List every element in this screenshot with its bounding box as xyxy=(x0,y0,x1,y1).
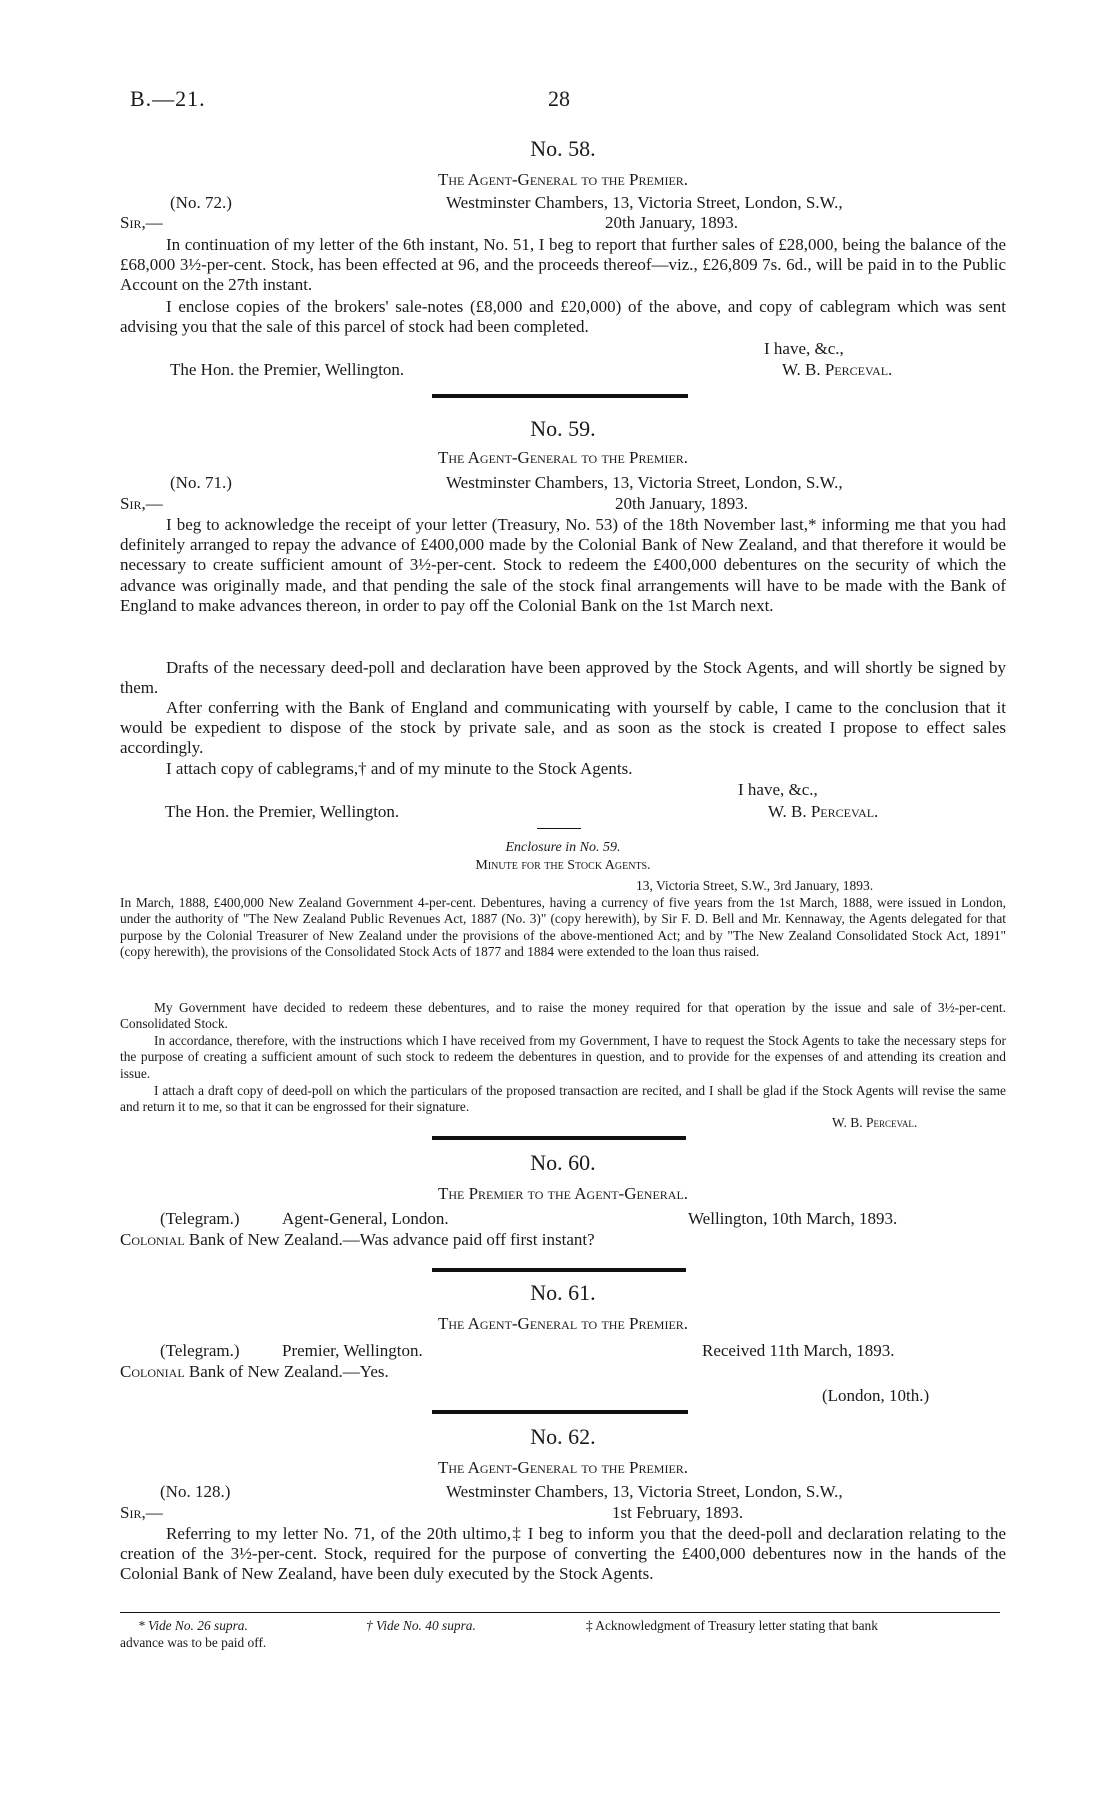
footnote: ‡ Acknowledgment of Treasury letter stating that bank xyxy=(586,1618,878,1633)
section-rule xyxy=(432,1268,686,1272)
letter-ref: (No. 72.) xyxy=(170,193,232,212)
telegram-lead: Colonial xyxy=(120,1362,185,1381)
letter-addressee: The Hon. the Premier, Wellington. xyxy=(170,360,405,379)
page-number: 28 xyxy=(548,86,570,111)
enclosure-paragraph: In accordance, therefore, with the instructions which I have received from my Government, I have to request the Stock Agents to take the necessary steps for the purpose of creating a sufficient amount of such stock to redeem the debentures in question, and to provide for the expenses of and attending its creation and issue. xyxy=(120,1033,1006,1081)
letter-addressee: The Hon. the Premier, Wellington. xyxy=(165,802,400,821)
telegram-subtitle: The Premier to the Agent-General. xyxy=(437,1184,689,1203)
footnote-continuation: advance was to be paid off. xyxy=(120,1635,267,1650)
enclosure-title: Enclosure in No. 59. xyxy=(505,840,621,855)
letter-address: Westminster Chambers, 13, Victoria Street, London, S.W., xyxy=(446,1482,843,1501)
letter-paragraph: Drafts of the necessary deed-poll and declaration have been approved by the Stock Agents, and will shortly be signed by them. xyxy=(120,658,1006,698)
telegram-number: No. 61. xyxy=(530,1280,596,1305)
letter-signature: W. B. Perceval. xyxy=(782,360,893,379)
section-rule xyxy=(432,1410,688,1414)
letter-subtitle: The Agent-General to the Premier. xyxy=(437,1458,689,1477)
telegram-lead: Colonial xyxy=(120,1230,185,1249)
telegram-kind: (Telegram.) xyxy=(160,1209,240,1228)
telegram-origin: (London, 10th.) xyxy=(822,1386,930,1405)
letter-paragraph: I attach copy of cablegrams,† and of my minute to the Stock Agents. xyxy=(166,759,633,778)
enclosure-subtitle: Minute for the Stock Agents. xyxy=(475,858,651,873)
telegram-body xyxy=(120,1230,595,1250)
salutation: Sir,— xyxy=(120,1503,163,1522)
telegram-recipient: Agent-General, London. xyxy=(282,1209,449,1228)
enclosure-paragraph: In March, 1888, £400,000 New Zealand Government 4-per-cent. Debentures, having a currency of five years from the 1st March, 1888, were issued in London, under the authority of "The New Zealand Public Revenues Act, 1887 (No. 3)" (copy herewith), by Sir F. D. Bell and Mr. Kennaway, the Agents delegated for that purpose by the Colonial Treasurer of New Zealand under the provisions of the above-mentioned Act; and by "The New Zealand Consolidated Stock Act, 1891" (copy herewith), the provisions of the Consolidated Stock Acts of 1877 and 1884 were extended to the loan thus raised. xyxy=(120,895,1006,959)
letter-closing: I have, &c., xyxy=(738,780,818,799)
footnote: * Vide No. 26 supra. xyxy=(138,1618,248,1633)
telegram-text: Bank of New Zealand.—Was advance paid off first instant? xyxy=(188,1230,595,1249)
letter-subtitle: The Agent-General to the Premier. xyxy=(437,448,689,467)
telegram-place-date: Wellington, 10th March, 1893. xyxy=(688,1209,898,1228)
enclosure-date: 13, Victoria Street, S.W., 3rd January, 1893. xyxy=(636,878,874,893)
letter-signature: W. B. Perceval. xyxy=(768,802,879,821)
footnote-rule xyxy=(120,1612,1000,1613)
document-reference: B.—21. xyxy=(130,86,206,111)
telegram-kind: (Telegram.) xyxy=(160,1341,240,1360)
telegram-place-date: Received 11th March, 1893. xyxy=(702,1341,895,1360)
enclosure-paragraph: My Government have decided to redeem these debentures, and to raise the money required for that operation by the issue and sale of 3½-per-cent. Consolidated Stock. xyxy=(120,1000,1006,1032)
letter-date: 20th January, 1893. xyxy=(615,494,748,513)
salutation: Sir,— xyxy=(120,494,163,513)
enclosure-paragraph: I attach a draft copy of deed-poll on which the particulars of the proposed transaction are recited, and I shall be glad if the Stock Agents will revise the same and return it to me, so that it can be engrossed for their signature. xyxy=(120,1083,1006,1115)
letter-paragraph: In continuation of my letter of the 6th instant, No. 51, I beg to report that further sales of £28,000, being the balance of the £68,000 3½-per-cent. Stock, has been effected at 96, and the proceeds thereof—viz., £26,809 7s. 6d., will be paid in to the Public Account on the 27th instant. xyxy=(120,235,1006,295)
letter-number: No. 62. xyxy=(530,1424,596,1449)
letter-number: No. 58. xyxy=(530,136,596,161)
letter-ref: (No. 128.) xyxy=(160,1482,231,1501)
letter-paragraph: After conferring with the Bank of England and communicating with yourself by cable, I came to the conclusion that it would be expedient to dispose of the stock by private sale, and as soon as the stock is created I propose to effect sales accordingly. xyxy=(120,698,1006,758)
letter-paragraph: Referring to my letter No. 71, of the 20th ultimo,‡ I beg to inform you that the deed-poll and declaration relating to the creation of the 3½-per-cent. Stock, required for the purpose of converting the £400,000 debentures now in the hands of the Colonial Bank of New Zealand, have been duly executed by the Stock Agents. xyxy=(120,1524,1006,1584)
section-rule xyxy=(432,1136,686,1140)
letter-date: 20th January, 1893. xyxy=(605,213,738,232)
letter-ref: (No. 71.) xyxy=(170,473,232,492)
salutation: Sir,— xyxy=(120,213,163,232)
letter-date: 1st February, 1893. xyxy=(612,1503,744,1522)
telegram-text: Bank of New Zealand.—Yes. xyxy=(188,1362,389,1381)
letter-address: Westminster Chambers, 13, Victoria Street, London, S.W., xyxy=(446,193,843,212)
telegram-number: No. 60. xyxy=(530,1150,596,1175)
telegram-body xyxy=(120,1362,389,1382)
telegram-subtitle: The Agent-General to the Premier. xyxy=(437,1314,689,1333)
letter-closing: I have, &c., xyxy=(764,339,844,358)
letter-address: Westminster Chambers, 13, Victoria Street, London, S.W., xyxy=(446,473,843,492)
letter-subtitle: The Agent-General to the Premier. xyxy=(437,170,689,189)
telegram-recipient: Premier, Wellington. xyxy=(282,1341,423,1360)
enclosure-signature: W. B. Perceval. xyxy=(832,1115,918,1130)
letter-number: No. 59. xyxy=(530,416,596,441)
footnote: † Vide No. 40 supra. xyxy=(366,1618,476,1633)
short-rule xyxy=(537,828,581,829)
letter-paragraph: I beg to acknowledge the receipt of your letter (Treasury, No. 53) of the 18th November last,* informing me that you had definitely arranged to repay the advance of £400,000 made by the Colonial Bank of New Zealand, and that therefore it would be necessary to create sufficient amount of 3½-per-cent. Stock to redeem the £400,000 debentures on the security of which the advance was originally made, and that pending the sale of the stock final arrangements will have to be made with the Bank of England to make advances thereon, in order to pay off the Colonial Bank on the 1st March next. xyxy=(120,515,1006,615)
letter-paragraph: I enclose copies of the brokers' sale-notes (£8,000 and £20,000) of the above, and copy of cablegram which was sent advising you that the sale of this parcel of stock had been completed. xyxy=(120,297,1006,337)
section-rule xyxy=(432,394,688,398)
